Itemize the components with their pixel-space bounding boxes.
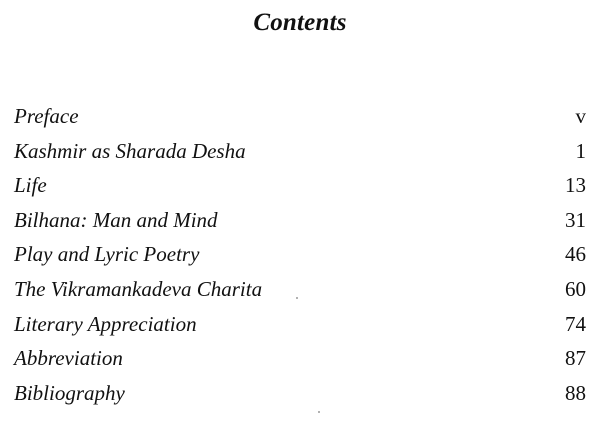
page-title: Contents [253,9,347,36]
toc-entry-page: 46 [565,242,586,267]
toc-entry [14,237,586,272]
toc-entry-title: Bibliography [14,380,125,405]
toc-entry-page: v [575,104,586,128]
toc-entry-page: 31 [565,207,586,232]
toc-entry-title: Kashmir as Sharada Desha [14,138,246,163]
toc-entry-title: Literary Appreciation [14,311,197,336]
toc-entry-title: Bilhana: Man and Mind [14,207,218,232]
toc-entry [14,99,586,134]
toc-entry [14,307,586,342]
toc-entry-page: 1 [575,138,586,163]
toc-entry [14,272,586,307]
toc-entry-page: 74 [565,311,586,336]
scan-speck [318,411,320,413]
toc-entry [14,134,586,169]
toc-entry-page: 13 [565,173,586,198]
toc-entry [14,168,586,203]
toc-entry-title: Abbreviation [14,346,123,371]
toc-entry-title: Preface [14,104,79,128]
toc-entry-title: The Vikramankadeva Charita [14,276,263,301]
toc-entry-title: Play and Lyric Poetry [14,242,200,267]
toc-entry-page: 87 [565,346,586,371]
toc-entry-page: 60 [565,276,586,301]
scan-speck [296,297,298,299]
table-of-contents [14,99,586,410]
toc-entry [14,341,586,376]
toc-entry [14,203,586,238]
toc-entry-page: 88 [565,380,586,405]
toc-entry-title: Life [14,173,47,198]
toc-entry [14,376,586,411]
